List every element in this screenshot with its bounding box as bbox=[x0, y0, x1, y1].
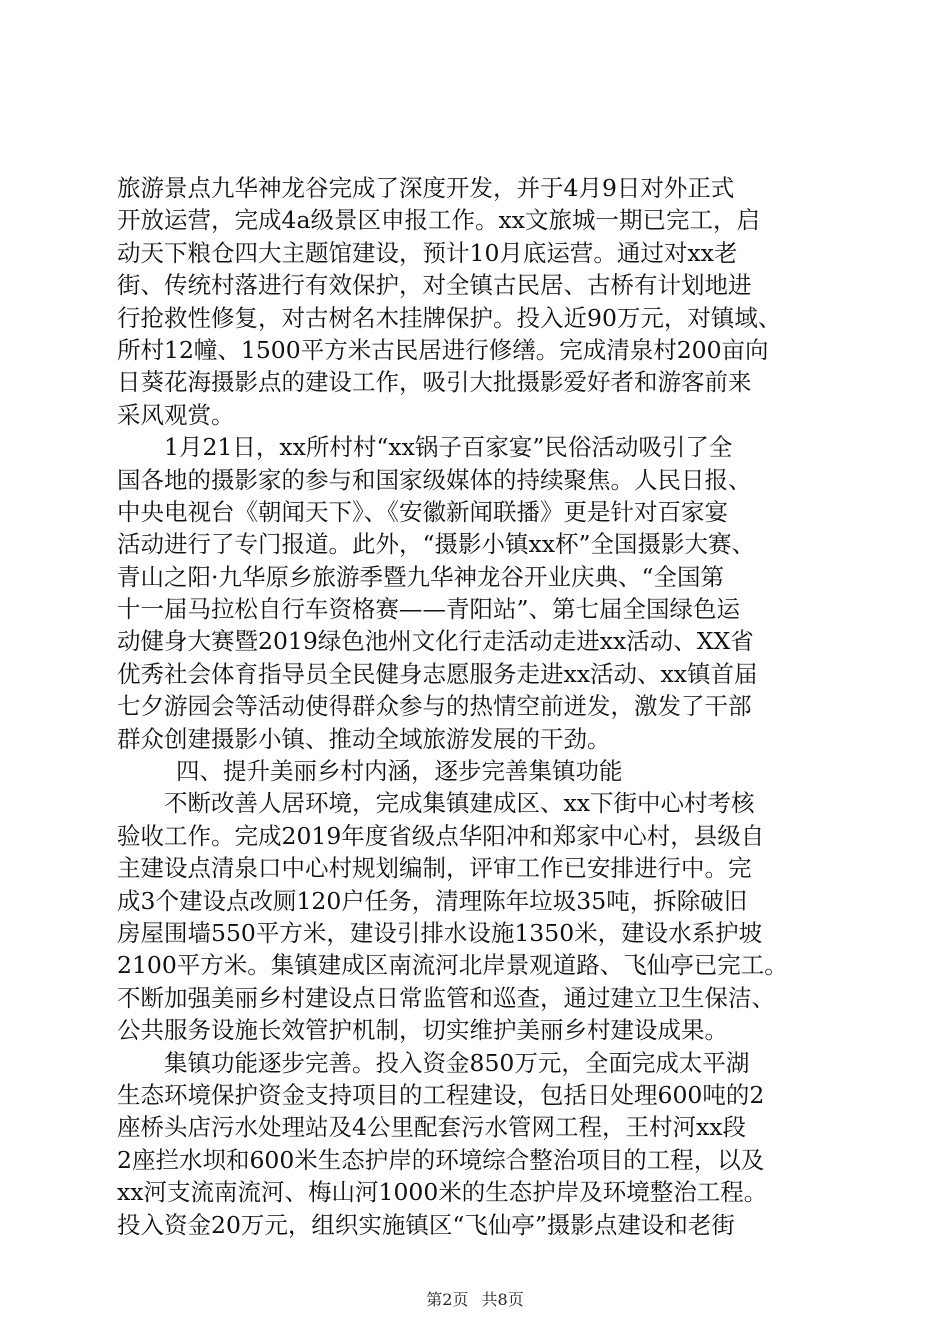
paragraph-start-line: 集镇功能逐步完善。投入资金850万元，全面完成太平湖 bbox=[164, 1048, 750, 1077]
text-line: 动健身大赛暨2019绿色池州文化行走活动走进xx活动、XX省 bbox=[117, 627, 754, 656]
text-line: 开放运营，完成4a级景区申报工作。xx文旅城一期已完工，启 bbox=[117, 206, 760, 235]
text-line: 国各地的摄影家的参与和国家级媒体的持续聚焦。人民日报、 bbox=[117, 465, 752, 494]
text-line: 旅游景点九华神龙谷完成了深度开发，并于4月9日对外正式 bbox=[117, 174, 735, 202]
text-line: 街、传统村落进行有效保护，对全镇古民居、古桥有计划地进 bbox=[117, 271, 752, 300]
text-line: 活动进行了专门报道。此外，“摄影小镇xx杯”全国摄影大赛、 bbox=[117, 530, 756, 559]
text-line: 群众创建摄影小镇、推动全域旅游发展的干劲。 bbox=[117, 724, 611, 753]
text-line: 行抢救性修复，对古树名木挂牌保护。投入近90万元，对镇域、 bbox=[117, 303, 782, 332]
text-line: 中央电视台《朝闻天下》、《安徽新闻联播》更是针对百家宴 bbox=[117, 497, 728, 526]
text-line: 座桥头店污水处理站及4公里配套污水管网工程，王村河xx段 bbox=[117, 1113, 746, 1142]
text-line: 优秀社会体育指导员全民健身志愿服务走进xx活动、xx镇首届 bbox=[117, 659, 758, 688]
text-line: 投入资金20万元，组织实施镇区“飞仙亭”摄影点建设和老街 bbox=[117, 1210, 735, 1239]
section-heading: 四、提升美丽乡村内涵，逐步完善集镇功能 bbox=[176, 757, 623, 786]
text-line: 生态环境保护资金支持项目的工程建设，包括日处理600吨的2 bbox=[117, 1080, 765, 1109]
text-line: 主建设点清泉口中心村规划编制，评审工作已安排进行中。完 bbox=[117, 854, 752, 883]
text-line: 不断加强美丽乡村建设点日常监管和巡查，通过建立卫生保洁、 bbox=[117, 983, 775, 1012]
document-body bbox=[117, 172, 835, 1241]
text-line: 所村12幢、1500平方米古民居进行修缮。完成清泉村200亩向 bbox=[117, 335, 769, 364]
text-line: 日葵花海摄影点的建设工作，吸引大批摄影爱好者和游客前来 bbox=[117, 368, 752, 397]
paragraph-start-line: 1月21日，xx所村村“xx锅子百家宴”民俗活动吸引了全 bbox=[164, 433, 733, 462]
text-line: 七夕游园会等活动使得群众参与的热情空前迸发，激发了干部 bbox=[117, 692, 752, 721]
text-line: 青山之阳·九华原乡旅游季暨九华神龙谷开业庆典、“全国第 bbox=[117, 562, 724, 591]
text-line: 动天下粮仓四大主题馆建设，预计10月底运营。通过对xx老 bbox=[117, 238, 738, 267]
page-total: 共8页 bbox=[481, 1290, 524, 1309]
text-line: 验收工作。完成2019年度省级点华阳冲和郑家中心村，县级自 bbox=[117, 821, 765, 850]
text-line: 房屋围墙550平方米，建设引排水设施1350米，建设水系护坡 bbox=[117, 918, 763, 947]
text-line: 2100平方米。集镇建成区南流河北岸景观道路、飞仙亭已完工。 bbox=[117, 951, 788, 980]
text-line: 2座拦水坝和600米生态护岸的环境综合整治项目的工程，以及 bbox=[117, 1145, 765, 1174]
text-line: 成3个建设点改厕120户任务，清理陈年垃圾35吨，拆除破旧 bbox=[117, 886, 748, 915]
page-footer bbox=[0, 1290, 950, 1310]
paragraph-start-line: 不断改善人居环境，完成集镇建成区、xx下街中心村考核 bbox=[164, 789, 755, 818]
text-line: 采风观赏。 bbox=[117, 400, 235, 429]
page-number: 第2页 bbox=[426, 1290, 469, 1309]
text-line: 十一届马拉松自行车资格赛——青阳站”、第七届全国绿色运 bbox=[117, 595, 741, 624]
text-line: 公共服务设施长效管护机制，切实维护美丽乡村建设成果。 bbox=[117, 1016, 728, 1045]
text-line: xx河支流南流河、梅山河1000米的生态护岸及环境整治工程。 bbox=[117, 1178, 768, 1207]
